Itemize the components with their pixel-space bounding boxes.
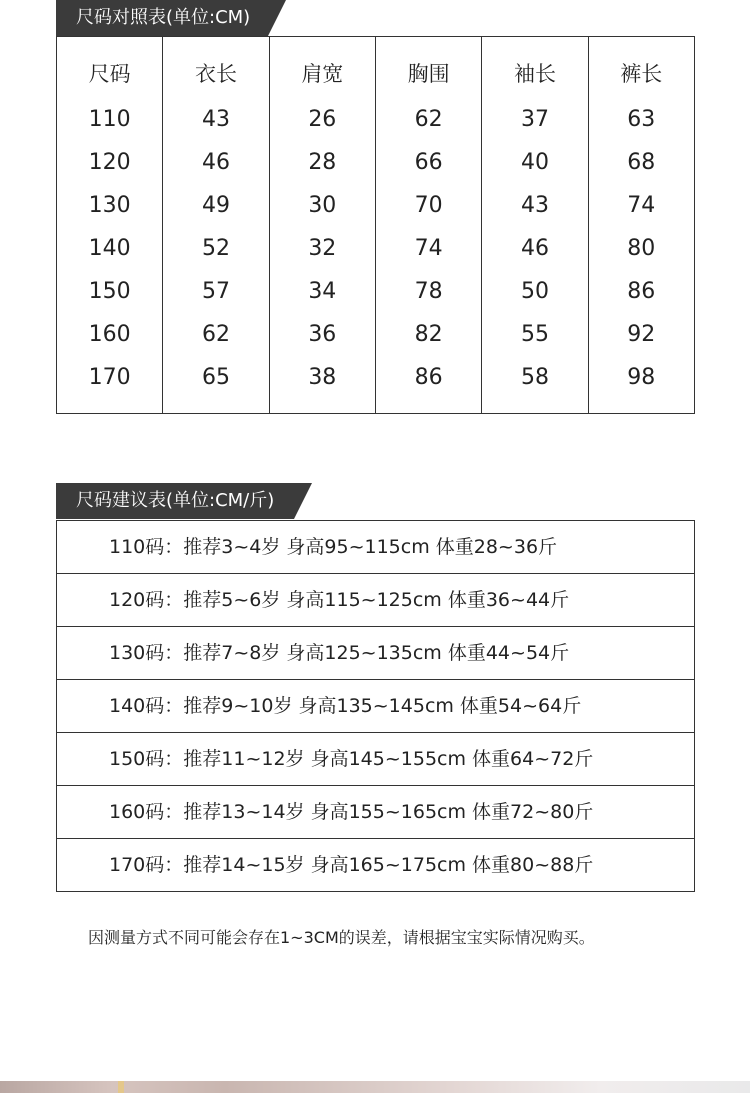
table-cell: 62 (201, 322, 230, 347)
table-cell: 55 (520, 322, 549, 347)
column-size (57, 37, 163, 413)
table-cell: 86 (627, 279, 656, 304)
recommendation-table (56, 520, 695, 892)
recommendation-row: 160码：推荐13~14岁 身高155~165cm 体重72~80斤 (57, 786, 694, 839)
table-cell: 82 (414, 322, 443, 347)
table-cell: 160 (88, 322, 131, 347)
table-cell: 36 (308, 322, 337, 347)
table-cell: 46 (201, 150, 230, 175)
table-cell: 57 (201, 279, 230, 304)
table-cell: 150 (88, 279, 131, 304)
table-cell: 140 (88, 236, 131, 261)
table-cell: 28 (308, 150, 337, 175)
table-cell: 26 (308, 107, 337, 132)
column-header: 袖长 (513, 62, 556, 86)
table-cell: 78 (414, 279, 443, 304)
column-chest (376, 37, 482, 413)
table-cell: 170 (88, 365, 131, 390)
table-cell: 52 (201, 236, 230, 261)
table-cell: 65 (201, 365, 230, 390)
table-cell: 86 (414, 365, 443, 390)
table-cell: 98 (627, 365, 656, 390)
table-cell: 43 (520, 193, 549, 218)
table-cell: 32 (308, 236, 337, 261)
table-cell: 46 (520, 236, 549, 261)
column-header: 衣长 (194, 62, 237, 86)
table-cell: 120 (88, 150, 131, 175)
measurement-note: 因测量方式不同可能会存在1~3CM的误差，请根据宝宝实际情况购买。 (88, 928, 595, 947)
table-cell: 80 (627, 236, 656, 261)
table-cell: 74 (627, 193, 656, 218)
table-cell: 130 (88, 193, 131, 218)
table-cell: 30 (308, 193, 337, 218)
table-cell: 66 (414, 150, 443, 175)
table-cell: 34 (308, 279, 337, 304)
column-sleeve (482, 37, 588, 413)
next-image-edge (0, 1081, 750, 1093)
table-cell: 38 (308, 365, 337, 390)
column-shoulder (270, 37, 376, 413)
table-cell: 37 (520, 107, 549, 132)
table-cell: 49 (201, 193, 230, 218)
recommendation-title: 尺码建议表(单位:CM/斤) (56, 483, 294, 519)
recommendation-row: 140码：推荐9~10岁 身高135~145cm 体重54~64斤 (57, 680, 694, 733)
table-cell: 110 (88, 107, 131, 132)
table-cell: 40 (520, 150, 549, 175)
table-cell: 63 (627, 107, 656, 132)
recommendation-row: 150码：推荐11~12岁 身高145~155cm 体重64~72斤 (57, 733, 694, 786)
table-cell: 50 (520, 279, 549, 304)
column-header: 胸围 (407, 62, 450, 86)
recommendation-row: 170码：推荐14~15岁 身高165~175cm 体重80~88斤 (109, 854, 594, 876)
decorative-mark (118, 1081, 124, 1093)
recommendation-row: 120码：推荐5~6岁 身高115~125cm 体重36~44斤 (57, 574, 694, 627)
recommendation-row: 110码：推荐3~4岁 身高95~115cm 体重28~36斤 (57, 521, 694, 574)
table-cell: 43 (201, 107, 230, 132)
column-header: 肩宽 (301, 62, 344, 86)
table-cell: 74 (414, 236, 443, 261)
table-cell: 70 (414, 193, 443, 218)
size-chart-title: 尺码对照表(单位:CM) (56, 0, 268, 36)
column-length (163, 37, 269, 413)
column-header: 尺码 (88, 62, 131, 86)
column-pants (589, 37, 694, 413)
table-cell: 92 (627, 322, 656, 347)
table-cell: 62 (414, 107, 443, 132)
size-chart-table (56, 36, 695, 414)
recommendation-row: 130码：推荐7~8岁 身高125~135cm 体重44~54斤 (57, 627, 694, 680)
table-cell: 58 (520, 365, 549, 390)
column-header: 裤长 (620, 62, 663, 86)
table-cell: 68 (627, 150, 656, 175)
